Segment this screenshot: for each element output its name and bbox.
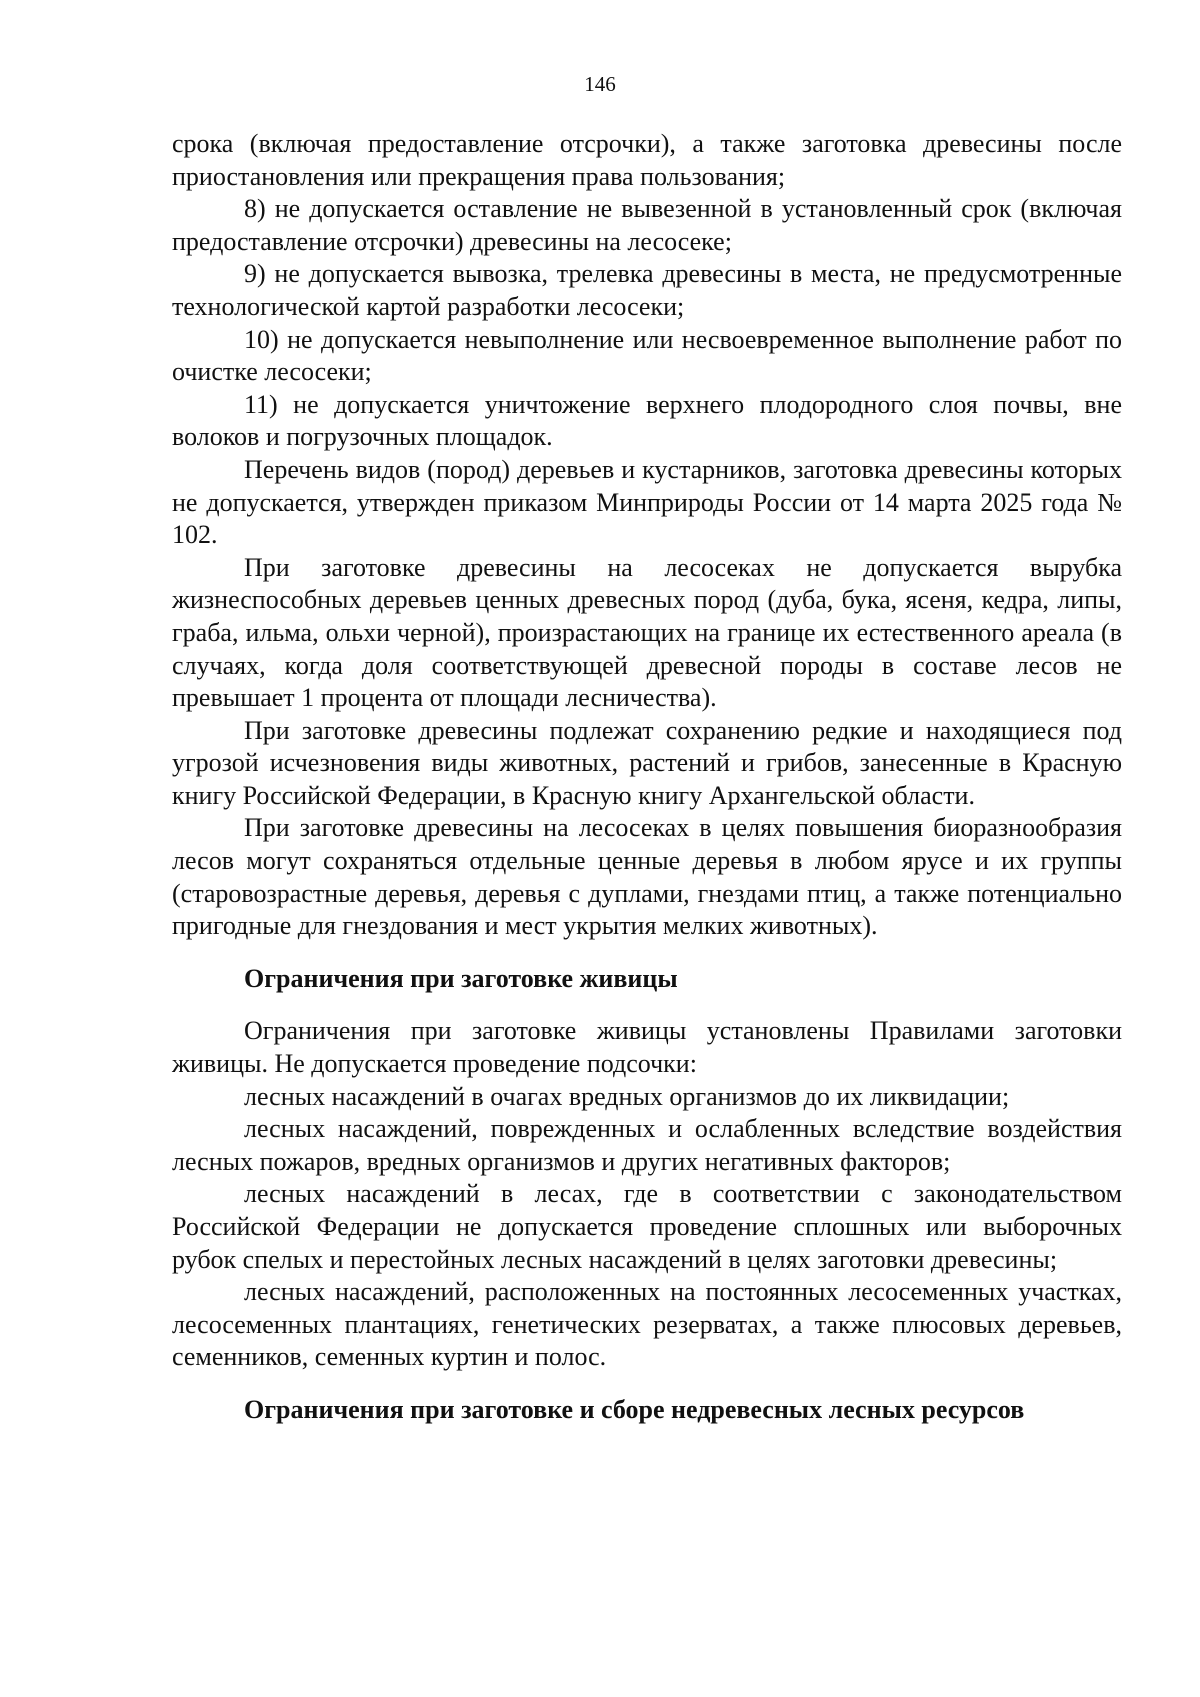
- paragraph-red-book: При заготовке древесины подлежат сохранению редкие и находящиеся под угрозой исчезновения виды животных, растений и грибов, занесенные в Красную книгу Российской Федерации, в Красную книгу Архангельской области.: [172, 715, 1122, 810]
- paragraph-resin-rules: Ограничения при заготовке живицы установлены Правилами заготовки живицы. Не допускается проведение подсочки:: [172, 1016, 1122, 1079]
- page-number: 146: [584, 72, 616, 96]
- section-heading-nontimber: Ограничения при заготовке и сборе недревесных лесных ресурсов: [244, 1394, 1025, 1424]
- section-heading-resin: Ограничения при заготовке живицы: [244, 963, 678, 993]
- paragraph-species-list: Перечень видов (пород) деревьев и кустарников, заготовка древесины которых не допускается, утвержден приказом Минприроды России от 14 марта 2025 года № 102.: [172, 454, 1122, 550]
- paragraph-resin-item-protected: лесных насаждений в лесах, где в соответствии с законодательством Российской Федерации не допускается проведение сплошных или выборочных рубок спелых и перестойных лесных насаждений в целях заготовки древесины;: [172, 1179, 1122, 1274]
- paragraph-valuable-species: При заготовке древесины на лесосеках не допускается вырубка жизнеспособных деревьев ценных древесных пород (дуба, бука, ясеня, кедра, липы, граба, ильма, ольхи черной), произрастающих на границе их естественного ареала (в случаях, когда доля соответствующей древесной породы в составе лесов не превышает 1 процента от площади лесничества).: [172, 552, 1122, 713]
- paragraph-item-9: 9) не допускается вывозка, трелевка древесины в места, не предусмотренные технологической картой разработки лесосеки;: [172, 259, 1122, 321]
- paragraph-continuation: срока (включая предоставление отсрочки), а также заготовка древесины после приостановления или прекращения права пользования;: [172, 129, 1122, 191]
- paragraph-resin-item-damaged: лесных насаждений, поврежденных и ослабленных вследствие воздействия лесных пожаров, вредных организмов и других негативных факторов;: [172, 1114, 1122, 1176]
- paragraph-item-8: 8) не допускается оставление не вывезенной в установленный срок (включая предоставление отсрочки) древесины на лесосеке;: [172, 194, 1122, 256]
- paragraph-resin-item-seed: лесных насаждений, расположенных на постоянных лесосеменных участках, лесосеменных плантациях, генетических резерватах, а также плюсовых деревьев, семенников, семенных куртин и полос.: [172, 1277, 1122, 1372]
- paragraph-item-11: 11) не допускается уничтожение верхнего плодородного слоя почвы, вне волоков и погрузочных площадок.: [172, 389, 1122, 452]
- paragraph-item-10: 10) не допускается невыполнение или несвоевременное выполнение работ по очистке лесосеки;: [172, 324, 1122, 387]
- document-body: [172, 128, 1122, 1427]
- paragraph-biodiversity: При заготовке древесины на лесосеках в целях повышения биоразнообразия лесов могут сохраняться отдельные ценные деревья в любом ярусе и их группы (старовозрастные деревья, деревья с дуплами, гнездами птиц, а также потенциально пригодные для гнездования и мест укрытия мелких животных).: [172, 813, 1122, 941]
- paragraph-resin-item-pests: лесных насаждений в очагах вредных организмов до их ликвидации;: [244, 1081, 1010, 1111]
